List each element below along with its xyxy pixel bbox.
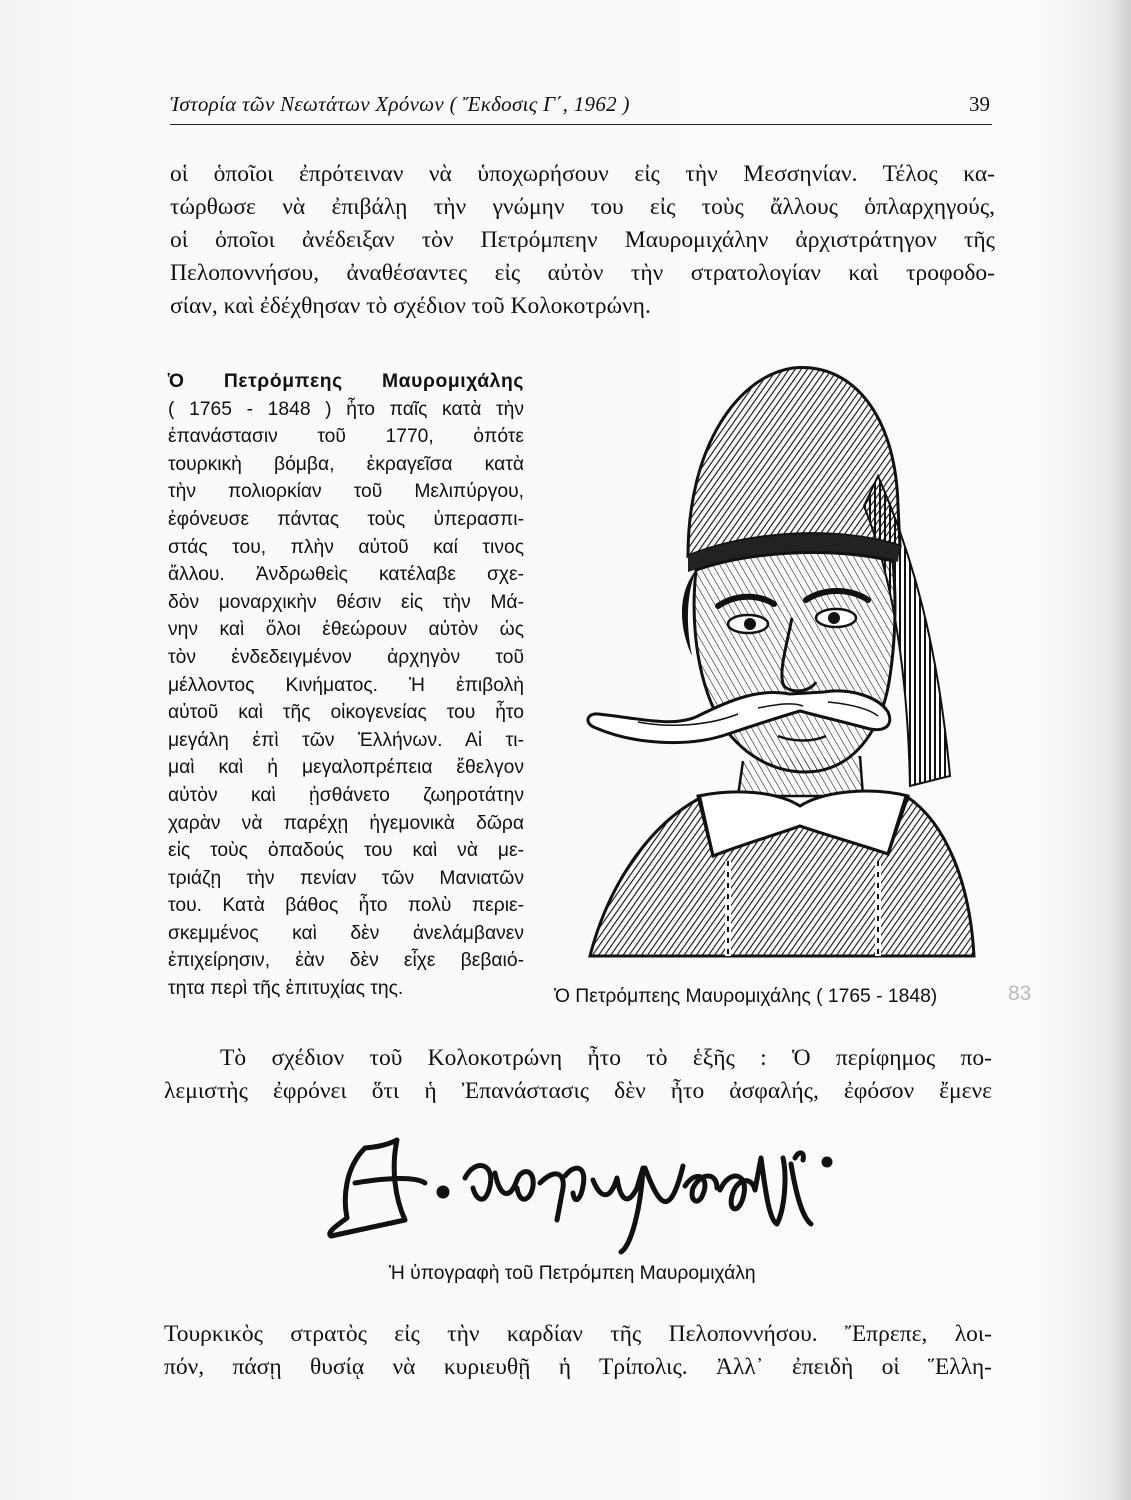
text-line: τουρκικὴ βόμβα, ἐκραγεῖσα κατὰ: [168, 453, 524, 475]
text-line: μαὶ καὶ ἡ μεγαλοπρέπεια ἔθελγον: [168, 757, 524, 779]
text-line: του. Κατὰ βάθος ἦτο πολὺ περιε-: [168, 895, 524, 917]
text-line: μεγάλη ἐπὶ τῶν Ἑλλήνων. Αἱ τι-: [168, 729, 524, 751]
biography-lead: Ὁ Πετρόμπεης Μαυρομιχάλης: [168, 371, 524, 392]
text-line: ἐφόνευσε πάντας τοὺς ὑπερασπι-: [168, 508, 524, 530]
paragraph-intro: [170, 158, 995, 323]
text-line: οἱ ὁποῖοι ἀνέδειξαν τὸν Πετρόμπεην Μαυρομιχάλην ἀρχιστράτηγον τῆς: [170, 227, 995, 253]
text-line: ( 1765 - 1848 ) ἦτο παῖς κατὰ τὴν: [168, 398, 524, 420]
text-line: ἐπανάστασιν τοῦ 1770, ὁπότε: [168, 426, 524, 448]
text-line: τὴν πολιορκίαν τοῦ Μελιπύργου,: [168, 481, 524, 503]
text-line: πόν, πάσῃ θυσίᾳ νὰ κυριευθῇ ἡ Τρίπολις. Ἀλλ᾽ ἐπειδὴ οἱ Ἕλλη-: [164, 1354, 992, 1380]
text-line: τὸν ἐνδεδειγμένον ἀρχηγὸν τοῦ: [168, 646, 524, 668]
text-line: ἐπιχείρησιν, ἐὰν δὲν εἶχε βεβαιό-: [168, 950, 524, 972]
text-line: ἄλλου. Ἀνδρωθεὶς κατέλαβε σχε-: [168, 564, 524, 586]
text-line: σκεμμένος καὶ δὲν ἀνελάμβανεν: [168, 922, 524, 944]
text-line: αὐτοῦ καὶ τῆς οἰκογενείας του ἦτο: [168, 702, 524, 724]
portrait-illustration: [578, 356, 976, 964]
paragraph-tripolis: [164, 1318, 992, 1384]
page-edge-shadow: [1109, 0, 1131, 1500]
text-line: δὸν μοναρχικὴν θέσιν εἰς τὴν Μά-: [168, 591, 524, 613]
text-line: τώρθωσε νὰ ἐπιβάλῃ τὴν γνώμην του εἰς τοὺς ἄλλους ὁπλαρχηγούς,: [170, 194, 995, 220]
page-number: 39: [969, 92, 990, 116]
text-line: χαρὰν νὰ παρέχῃ ἡγεμονικὰ δῶρα: [168, 812, 524, 834]
text-line: Τὸ σχέδιον τοῦ Κολοκοτρώνη ἦτο τὸ ἑξῆς : Ὁ περίφημος πο-: [220, 1045, 992, 1071]
signature-image: [325, 1128, 865, 1260]
text-line: λεμιστὴς ἐφρόνει ὅτι ἡ Ἐπανάστασις δὲν ἦτο ἀσφαλής, ἐφόσον ἔμενε: [164, 1078, 992, 1104]
text-line: στάς του, πλὴν αὐτοῦ καί τινος: [168, 536, 524, 558]
signature-caption: Ἡ ὑπογραφὴ τοῦ Πετρόμπεη Μαυρομιχάλη: [389, 1263, 756, 1284]
text-line: αὐτὸν καὶ ᾐσθάνετο ζωηροτάτην: [168, 784, 524, 806]
text-line: τριάζῃ τὴν πενίαν τῶν Μανιατῶν: [168, 867, 524, 889]
text-line: νην καὶ ὅλοι ἐθεώρουν αὐτὸν ὡς: [168, 619, 524, 641]
page-header: [170, 88, 992, 125]
text-line: οἱ ὁποῖοι ἐπρότειναν νὰ ὑποχωρήσουν εἰς τὴν Μεσσηνίαν. Τέλος κα-: [170, 161, 995, 187]
biography-sidebar: [168, 368, 524, 1003]
text-line: εἰς τοὺς ὀπαδούς του καὶ νὰ με-: [168, 840, 524, 862]
text-line: σίαν, καὶ ἐδέχθησαν τὸ σχέδιον τοῦ Κολοκοτρώνη.: [170, 293, 651, 319]
text-line: τητα περὶ τῆς ἐπιτυχίας της.: [168, 978, 404, 1000]
portrait-caption: Ὁ Πετρόμπεης Μαυρομιχάλης ( 1765 - 1848): [554, 986, 938, 1007]
text-line: μέλλοντος Κινήματος. Ἡ ἐπιβολὴ: [168, 674, 524, 696]
fez-hat: [688, 368, 900, 556]
text-line: Τουρκικὸς στρατὸς εἰς τὴν καρδίαν τῆς Πελοποννήσου. Ἔπρεπε, λοι-: [164, 1321, 992, 1347]
text-line: Πελοποννήσου, ἀναθέσαντες εἰς αὐτὸν τὴν στρατολογίαν καὶ τροφοδο-: [170, 260, 995, 286]
running-title: Ἱστορία τῶν Νεωτάτων Χρόνων ( Ἔκδοσις Γ΄, 1962 ): [170, 92, 630, 116]
pencil-annotation: 83: [1008, 982, 1032, 1005]
paragraph-plan: [164, 1042, 992, 1108]
